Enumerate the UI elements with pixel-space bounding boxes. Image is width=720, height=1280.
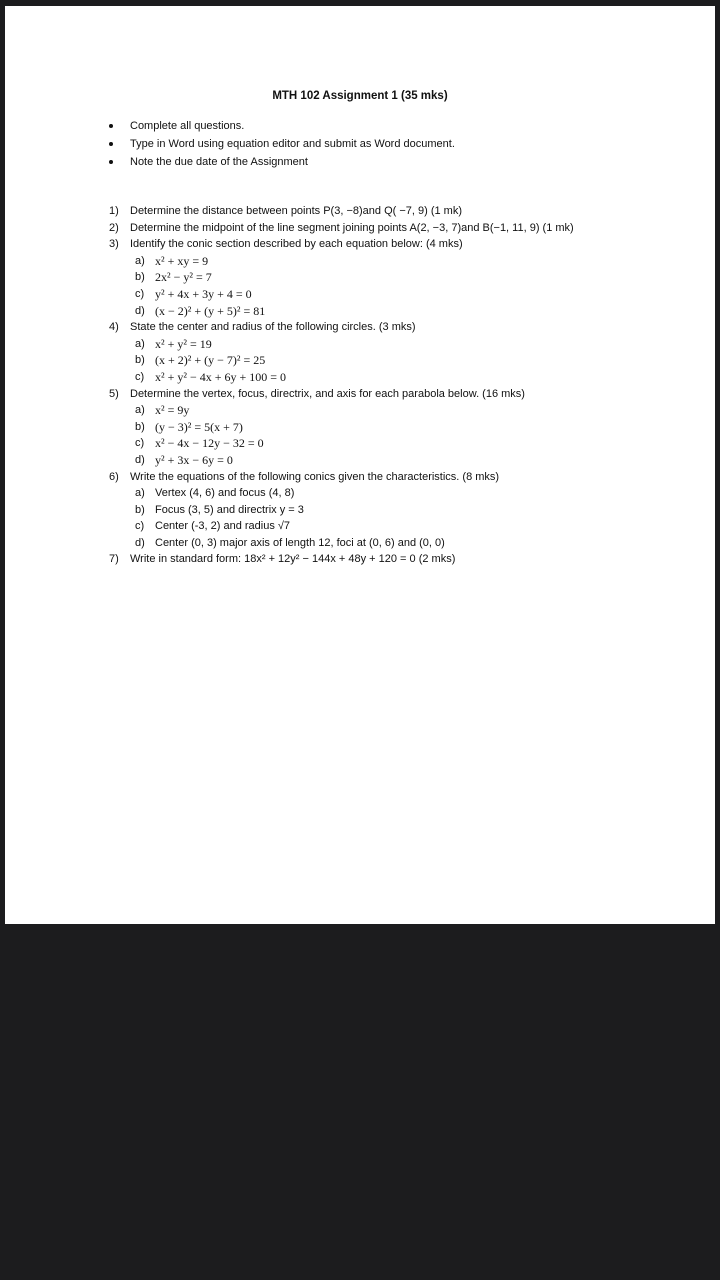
question-5: 5) Determine the vertex, focus, directrix, and axis for each parabola below. (16 mks) [109, 387, 525, 400]
question-part: b) (x + 2)² + (y − 7)² = 25 [135, 353, 266, 368]
bullet-icon [109, 124, 113, 128]
instruction-list [109, 117, 455, 171]
question-1: 1) Determine the distance between points P(3, −8)and Q( −7, 9) (1 mk) [109, 205, 462, 217]
question-part: c) x² − 4x − 12y − 32 = 0 [135, 436, 264, 451]
question-part: c) Center (-3, 2) and radius √7 [135, 520, 291, 533]
question-part: c) y² + 4x + 3y + 4 = 0 [135, 286, 252, 301]
question-2: 2) Determine the midpoint of the line segment joining points A(2, −3, 7)and B(−1, 11, 9) (1 mk) [109, 221, 574, 234]
question-3: 3) Identify the conic section described by each equation below: (4 mks) [109, 238, 463, 251]
question-7: 7) Write in standard form: 18x² + 12y² − 144x + 48y + 120 = 0 (2 mks) [109, 553, 456, 566]
question-part: d) (x − 2)² + (y + 5)² = 81 [135, 303, 266, 318]
question-4: 4) State the center and radius of the following circles. (3 mks) [109, 321, 416, 334]
bullet-icon [109, 160, 113, 164]
question-part: c) x² + y² − 4x + 6y + 100 = 0 [135, 369, 287, 384]
question-part: a) Vertex (4, 6) and focus (4, 8) [135, 487, 295, 500]
document-page [5, 6, 715, 924]
question-part: b) Focus (3, 5) and directrix y = 3 [135, 503, 304, 516]
question-part: b) (y − 3)² = 5(x + 7) [135, 419, 243, 434]
question-part: a) x² + xy = 9 [135, 253, 209, 268]
question-part: a) x² = 9y [135, 403, 190, 418]
instruction-item: Note the due date of the Assignment [109, 153, 455, 171]
bullet-icon [109, 142, 113, 146]
question-6: 6) Write the equations of the following conics given the characteristics. (8 mks) [109, 470, 500, 483]
instruction-item: Complete all questions. [109, 117, 455, 135]
document-title: MTH 102 Assignment 1 (35 mks) [272, 90, 448, 102]
instruction-item: Type in Word using equation editor and submit as Word document. [109, 135, 455, 153]
question-part: d) Center (0, 3) major axis of length 12, foci at (0, 6) and (0, 0) [135, 536, 445, 549]
question-list [109, 203, 669, 568]
question-part: b) 2x² − y² = 7 [135, 270, 212, 285]
question-part: a) x² + y² = 19 [135, 336, 212, 351]
question-part: d) y² + 3x − 6y = 0 [135, 452, 233, 467]
